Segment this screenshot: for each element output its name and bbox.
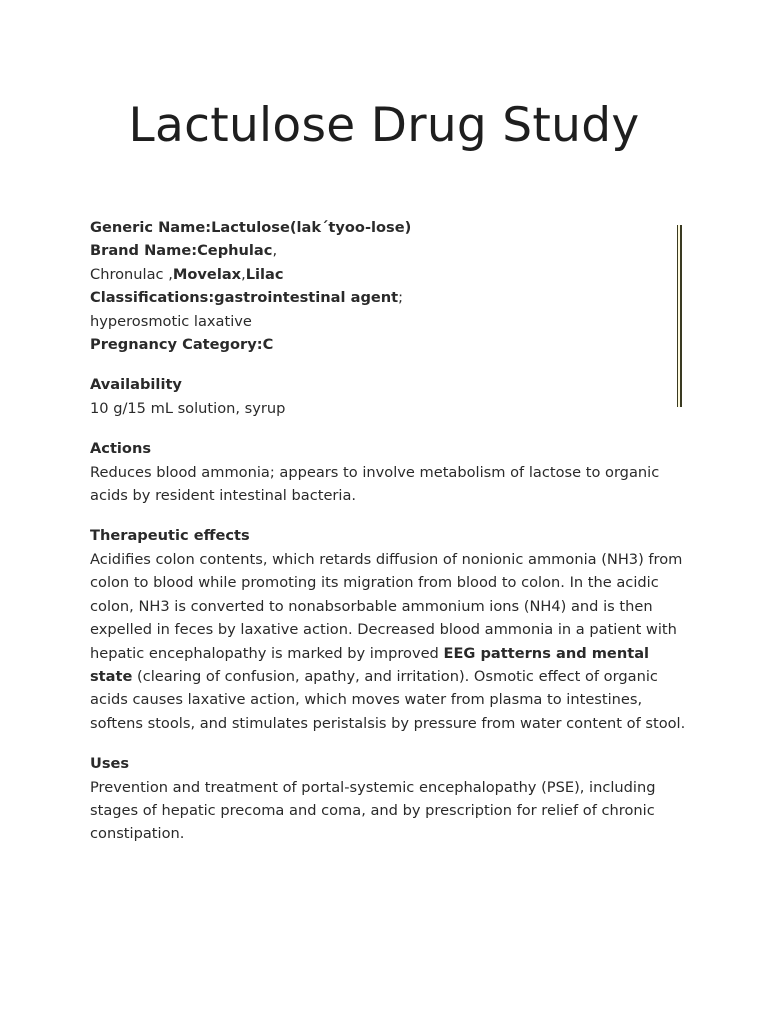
pregnancy-category-value: C: [262, 336, 274, 354]
page-title: Lactulose Drug Study: [128, 98, 640, 153]
generic-name-line: [90, 216, 690, 239]
therapeutic-effects-emphasis: EEG patterns and mental state: [90, 644, 650, 685]
brand-name-value-2: Chronulac ,: [90, 265, 173, 283]
therapeutic-effects-text: [90, 548, 690, 735]
brand-name-value-1: Cephulac: [197, 242, 273, 260]
availability-heading: Availability: [90, 376, 182, 394]
therapeutic-effects-section: [90, 524, 690, 735]
uses-heading: Uses: [90, 755, 130, 773]
brand-name-value-3: Movelax: [172, 265, 242, 283]
uses-text: Prevention and treatment of portal-systemic encephalopathy (PSE), including stages of hepatic precoma and coma, and by prescription for relief of chronic constipation.: [90, 778, 656, 843]
brand-name-line: [90, 239, 690, 262]
classifications-value-2: hyperosmotic laxative: [90, 312, 252, 330]
generic-name-value: Lactulose(lak´tyoo-lose): [211, 219, 412, 236]
availability-section: [90, 373, 690, 420]
brand-name-value-4: Lilac: [245, 265, 284, 283]
drug-study-content: [90, 216, 690, 846]
brand-name-line-2: [90, 263, 690, 286]
classifications-separator: ;: [398, 289, 404, 307]
therapeutic-effects-text-part-1: Acidifies colon contents, which retards diffusion of nonionic ammonia (NH3) from colon to blood while promoting its migration from blood to colon. In the acidic colon, NH3 is converted to nonabsorbable ammonium ions (NH4) and is then expelled in feces by laxative action. Decreased blood ammonia in a patient with hepatic encephalopathy is marked by improved: [90, 550, 683, 662]
therapeutic-effects-text-part-2: (clearing of confusion, apathy, and irritation). Osmotic effect of organic acids causes laxative action, which moves water from plasma to intestines, softens stools, and stimulates peristalsis by pressure from water content of stool.: [90, 667, 686, 732]
classifications-line: [90, 286, 690, 309]
actions-heading: Actions: [90, 440, 152, 458]
brand-name-label: Brand Name:: [90, 242, 198, 260]
classifications-value-1: gastrointestinal agent: [214, 289, 399, 307]
therapeutic-effects-heading: Therapeutic effects: [90, 527, 250, 545]
actions-section: [90, 437, 690, 507]
brand-name-separator-2: ,: [241, 265, 246, 283]
classifications-label: Classifications:: [90, 289, 215, 307]
classifications-line-2: [90, 310, 690, 333]
generic-name-label: Generic Name:: [90, 219, 212, 236]
brand-name-separator-1: ,: [272, 242, 278, 260]
uses-section: [90, 752, 690, 846]
availability-text: 10 g/15 mL solution, syrup: [90, 399, 286, 417]
pregnancy-category-line: [90, 333, 690, 356]
pregnancy-category-label: Pregnancy Category:: [90, 336, 263, 354]
actions-text: Reduces blood ammonia; appears to involve metabolism of lactose to organic acids by resident intestinal bacteria.: [90, 463, 660, 505]
